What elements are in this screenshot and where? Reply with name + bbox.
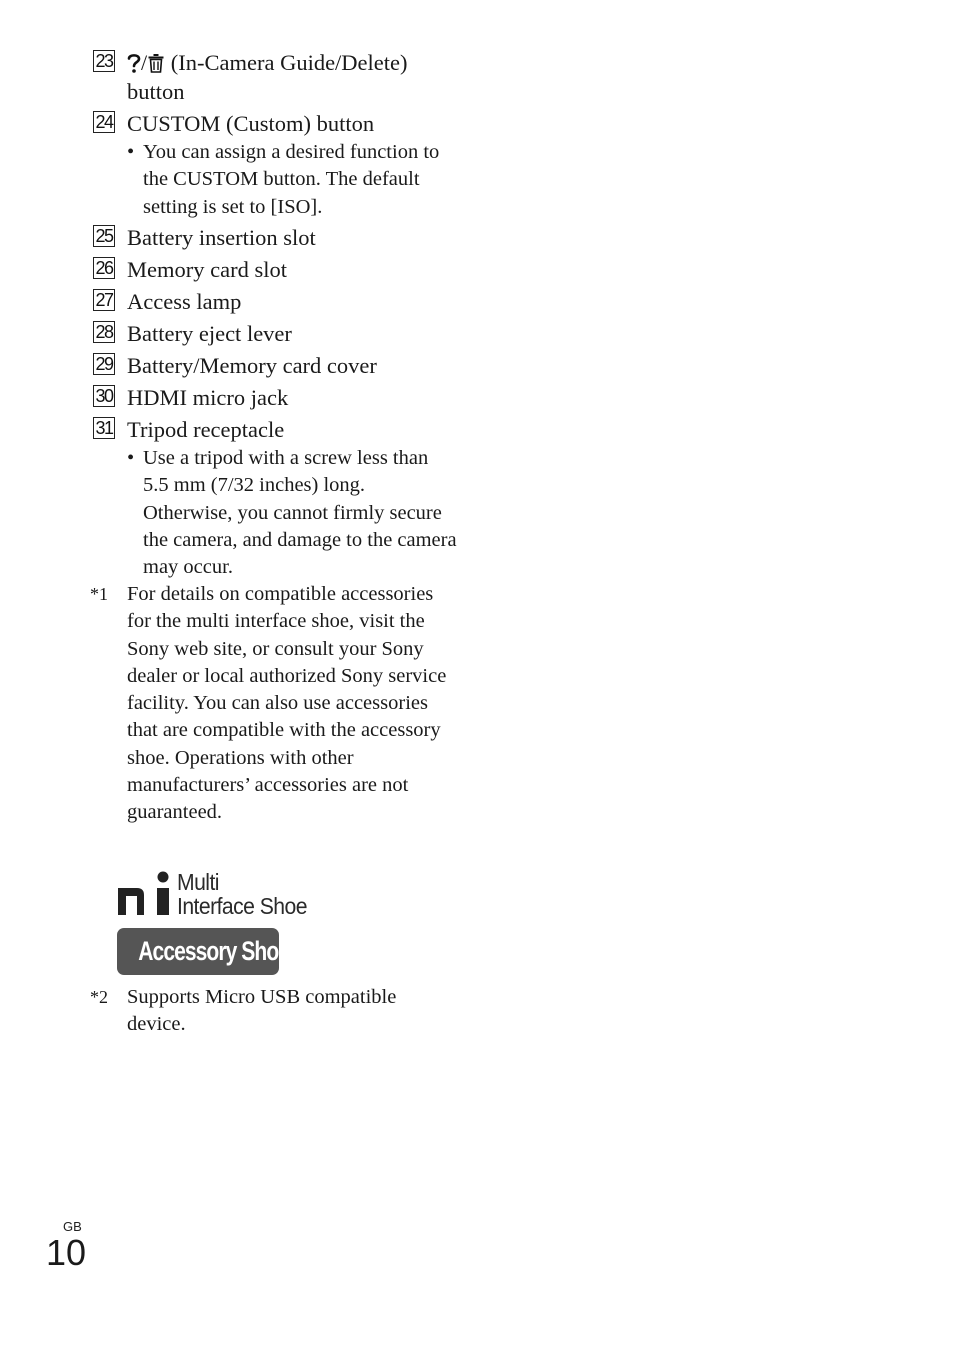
mi-logo-mark xyxy=(117,868,173,918)
item-number-30: 30 xyxy=(93,385,115,407)
footnote-mark-1: *1 xyxy=(90,584,108,604)
item-number-29: 29 xyxy=(93,353,115,375)
bullet-dot: • xyxy=(127,141,135,163)
item-label-cont-23: button xyxy=(127,79,185,104)
bullet-dot: • xyxy=(127,447,135,469)
item-label-23: / (In-Camera Guide/Delete) xyxy=(127,48,408,81)
page-number: 10 xyxy=(46,1232,87,1273)
item-number-28: 28 xyxy=(93,321,115,343)
accessory-shoe-text: Accessory Shoe xyxy=(138,936,290,966)
accessory-shoe-logo xyxy=(117,928,290,975)
item-label-text-23: (In-Camera Guide/Delete) xyxy=(170,50,408,75)
item-label-24: CUSTOM (Custom) button xyxy=(127,111,375,136)
mi-logo-line2: Interface Shoe xyxy=(177,893,307,919)
item-number-25: 25 xyxy=(93,225,115,247)
item-label-29: Battery/Memory card cover xyxy=(127,353,377,378)
item-note-24 xyxy=(127,139,457,221)
footnote-text-1: For details on compatible accessories for the multi interface shoe, visit the Sony web site, or consult your Sony dealer or local authorized Sony service facility. You can also use accessories that are compatible with the accessory shoe. Operations with other manufacturers’ accessories are not guaranteed. xyxy=(127,583,447,824)
item-number-24: 24 xyxy=(93,111,115,133)
footnote-text-2: Supports Micro USB compatible device. xyxy=(127,986,397,1036)
item-number-23: 23 xyxy=(93,50,115,72)
item-label-25: Battery insertion slot xyxy=(127,225,316,250)
item-note-31 xyxy=(127,445,457,581)
item-number-26: 26 xyxy=(93,257,115,279)
item-number-27: 27 xyxy=(93,289,115,311)
item-label-28: Battery eject lever xyxy=(127,321,292,346)
item-note-text-31: Use a tripod with a screw less than 5.5 mm (7/32 inches) long. Otherwise, you cannot firmly secure the camera, and damage to the camera may occur. xyxy=(143,447,457,579)
item-label-30: HDMI micro jack xyxy=(127,385,289,410)
region-code: GB xyxy=(63,1219,82,1234)
multi-interface-shoe-logo xyxy=(117,868,327,920)
item-label-26: Memory card slot xyxy=(127,257,287,282)
footnote-mark-2: *2 xyxy=(90,987,108,1007)
item-note-text-24: You can assign a desired function to the CUSTOM button. The default setting is set to [ISO]. xyxy=(143,141,440,218)
item-number-31: 31 xyxy=(93,417,115,439)
item-label-27: Access lamp xyxy=(127,289,242,314)
mi-logo-line1: Multi xyxy=(177,869,219,895)
item-label-31: Tripod receptacle xyxy=(127,417,285,442)
